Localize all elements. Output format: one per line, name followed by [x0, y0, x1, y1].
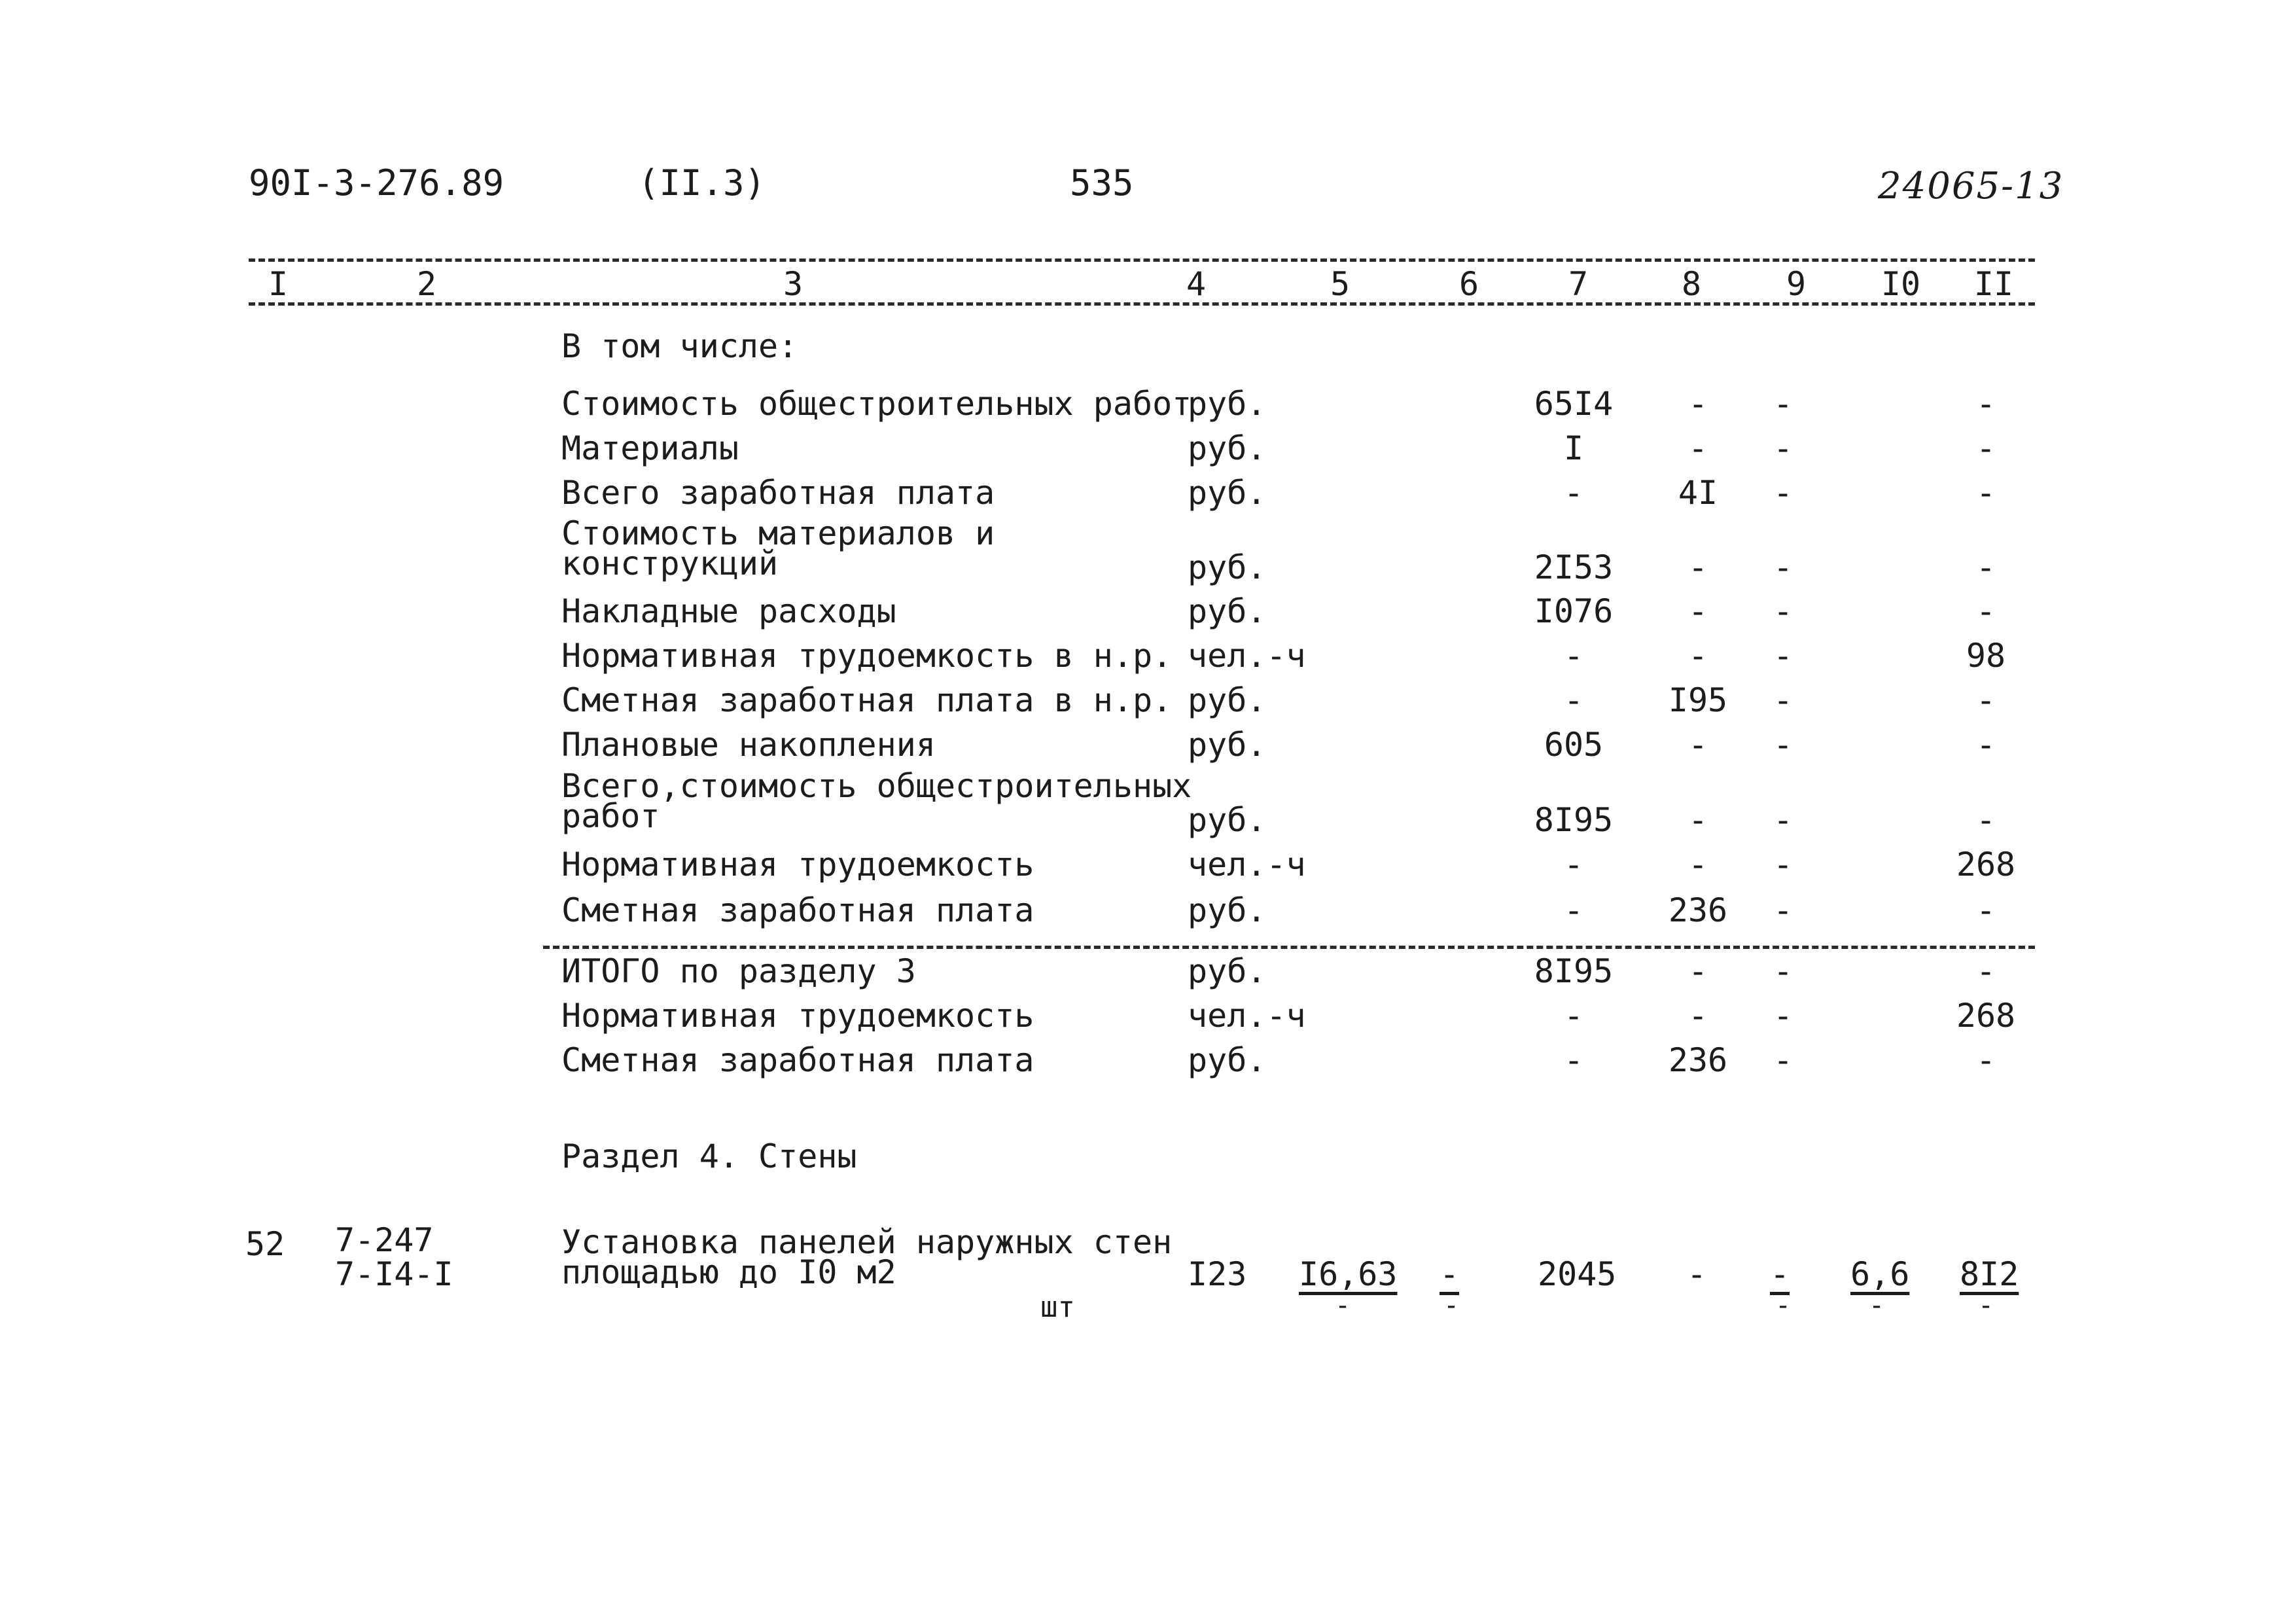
row-col8-value: - — [1687, 548, 1708, 586]
column-number-6: 6 — [1458, 265, 1479, 303]
row-col9-value: - — [1773, 637, 1793, 675]
row-col7-value: - — [1563, 1041, 1584, 1079]
row-col11-value: - — [1975, 952, 1996, 990]
item-col5-value: I6,63 — [1299, 1255, 1398, 1293]
row-col11-value: - — [1975, 385, 1996, 423]
page-number: 535 — [1070, 162, 1134, 204]
row-col11-value: - — [1975, 801, 1996, 839]
row-col11-value: - — [1975, 1041, 1996, 1079]
row-unit: руб. — [1188, 1041, 1267, 1079]
item-col5-subvalue: - — [1334, 1291, 1351, 1321]
row-col8-value: - — [1687, 952, 1708, 990]
row-col11-value: - — [1975, 474, 1996, 512]
item-col9-value: - — [1770, 1255, 1790, 1293]
item-col10-subvalue: - — [1868, 1291, 1885, 1321]
row-col11-value: 268 — [1956, 997, 2016, 1035]
row-col8-value: - — [1687, 726, 1708, 764]
row-col9-value: - — [1773, 726, 1793, 764]
header-top-rule — [249, 259, 2035, 262]
row-col7-value: - — [1563, 846, 1584, 883]
row-unit: чел.-ч — [1188, 997, 1306, 1035]
row-col8-value: - — [1687, 637, 1708, 675]
row-unit: руб. — [1188, 474, 1267, 512]
row-description: Накладные расходы — [561, 592, 896, 630]
row-col11-value: 98 — [1966, 637, 2006, 675]
row-description: Сметная заработная плата в н.р. — [561, 681, 1173, 719]
row-col9-value: - — [1773, 801, 1793, 839]
row-col7-value: 2I53 — [1534, 548, 1614, 586]
row-col7-value: - — [1563, 681, 1584, 719]
row-description: Нормативная трудоемкость — [561, 997, 1034, 1035]
row-description: Материалы — [561, 429, 739, 467]
item-col10-value: 6,6 — [1850, 1255, 1910, 1293]
column-number-4: 4 — [1186, 265, 1207, 303]
row-description: Плановые накопления — [561, 726, 936, 764]
row-unit: руб. — [1188, 801, 1267, 839]
item-col8-value: - — [1687, 1255, 1707, 1293]
total-separator-rule — [543, 946, 2035, 949]
row-col9-value: - — [1773, 846, 1793, 883]
row-col9-value: - — [1773, 681, 1793, 719]
handwritten-reference: 24065-13 — [1878, 165, 2064, 207]
row-col8-value: - — [1687, 385, 1708, 423]
row-description: Сметная заработная плата — [561, 1041, 1034, 1079]
row-col11-value: - — [1975, 592, 1996, 630]
row-unit: руб. — [1188, 385, 1267, 423]
column-number-7: 7 — [1568, 265, 1589, 303]
row-description: Всего,стоимость общестроительных работ — [561, 767, 1192, 835]
row-description: Стоимость материалов и конструкций — [561, 514, 995, 582]
row-col8-value: - — [1687, 429, 1708, 467]
row-description: Нормативная трудоемкость — [561, 846, 1034, 883]
row-description: ИТОГО по разделу 3 — [561, 952, 916, 990]
item-description: Установка панелей наружных стен площадью до I0 м2 — [561, 1223, 1173, 1291]
row-col7-value: I — [1563, 429, 1584, 467]
row-unit: руб. — [1188, 681, 1267, 719]
column-number-8: 8 — [1681, 265, 1702, 303]
row-col7-value: - — [1563, 891, 1584, 929]
item-col11-subvalue: - — [1977, 1291, 1994, 1321]
item-code-line1: 7-247 — [335, 1221, 434, 1259]
header-bottom-rule — [249, 302, 2035, 306]
row-col9-value: - — [1773, 592, 1793, 630]
column-number-9: 9 — [1786, 265, 1807, 303]
row-col9-value: - — [1773, 548, 1793, 586]
row-col7-value: I076 — [1534, 592, 1614, 630]
row-unit: руб. — [1188, 952, 1267, 990]
row-col7-value: - — [1563, 997, 1584, 1035]
column-number-2: 2 — [416, 265, 437, 303]
row-col9-value: - — [1773, 385, 1793, 423]
row-description: Стоимость общестроительных работ — [561, 385, 1192, 423]
row-description: Нормативная трудоемкость в н.р. — [561, 637, 1173, 675]
row-col7-value: 605 — [1544, 726, 1604, 764]
section-title: Раздел 4. Стены — [561, 1137, 857, 1175]
item-number: 52 — [245, 1225, 285, 1263]
in-that-number-label: В том числе: — [561, 327, 798, 365]
row-col8-value: - — [1687, 592, 1708, 630]
row-unit: руб. — [1188, 891, 1267, 929]
item-col9-subvalue: - — [1775, 1291, 1792, 1321]
item-col7-value: 2045 — [1538, 1255, 1617, 1293]
row-col11-value: - — [1975, 429, 1996, 467]
row-unit: руб. — [1188, 726, 1267, 764]
column-number-11: II — [1973, 265, 2014, 303]
row-unit: чел.-ч — [1188, 637, 1306, 675]
item-col11-value: 8I2 — [1960, 1255, 2019, 1293]
column-number-10: I0 — [1881, 265, 1921, 303]
row-col8-value: 4I — [1678, 474, 1718, 512]
column-number-1: I — [268, 265, 289, 303]
row-col9-value: - — [1773, 952, 1793, 990]
row-col9-value: - — [1773, 429, 1793, 467]
item-unit: шт — [1040, 1291, 1075, 1324]
row-unit: чел.-ч — [1188, 846, 1306, 883]
row-col8-value: I95 — [1668, 681, 1728, 719]
item-col6-value: - — [1439, 1255, 1460, 1293]
row-col9-value: - — [1773, 1041, 1793, 1079]
row-col7-value: 65I4 — [1534, 385, 1614, 423]
row-col9-value: - — [1773, 997, 1793, 1035]
row-col11-value: - — [1975, 726, 1996, 764]
row-col11-value: - — [1975, 548, 1996, 586]
row-col7-value: 8I95 — [1534, 801, 1614, 839]
row-col9-value: - — [1773, 891, 1793, 929]
item-col4-value: I23 — [1188, 1255, 1247, 1293]
row-col11-value: 268 — [1956, 846, 2016, 883]
row-col11-value: - — [1975, 681, 1996, 719]
row-col7-value: - — [1563, 474, 1584, 512]
row-col8-value: 236 — [1668, 891, 1728, 929]
row-col9-value: - — [1773, 474, 1793, 512]
row-description: Сметная заработная плата — [561, 891, 1034, 929]
row-unit: руб. — [1188, 429, 1267, 467]
part-number: (II.3) — [638, 162, 766, 204]
item-col6-subvalue: - — [1443, 1291, 1460, 1321]
row-col8-value: 236 — [1668, 1041, 1728, 1079]
row-description: Всего заработная плата — [561, 474, 995, 512]
row-col7-value: - — [1563, 637, 1584, 675]
row-col8-value: - — [1687, 801, 1708, 839]
row-col8-value: - — [1687, 846, 1708, 883]
document-code: 90I-3-276.89 — [249, 162, 504, 204]
column-number-3: 3 — [783, 265, 804, 303]
item-code-line2: 7-I4-I — [335, 1255, 453, 1293]
column-number-5: 5 — [1330, 265, 1351, 303]
row-col7-value: 8I95 — [1534, 952, 1614, 990]
row-col8-value: - — [1687, 997, 1708, 1035]
row-col11-value: - — [1975, 891, 1996, 929]
row-unit: руб. — [1188, 592, 1267, 630]
row-unit: руб. — [1188, 548, 1267, 586]
